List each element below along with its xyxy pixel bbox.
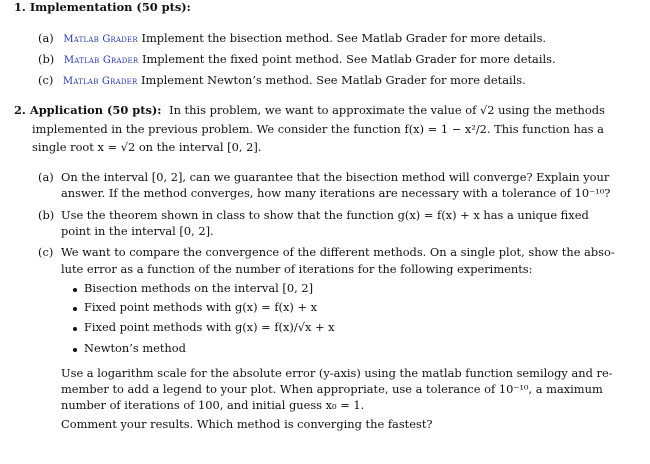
q1-item-a — [38, 31, 546, 47]
q2-intro-text-1: In this problem, we want to approximate the value of √2 using the methods — [169, 103, 605, 117]
q1-item-a-text: Implement the bisection method. See Matlab Grader for more details. — [141, 31, 547, 45]
q1-item-b-label: (b) — [38, 52, 55, 66]
q2b-line-2: point in the interval [0, 2]. — [61, 224, 214, 238]
q2c-tail-line-2: member to add a legend to your plot. When appropriate, use a tolerance of 10⁻¹⁰, a maximum — [61, 382, 603, 396]
q2b-line-1: Use the theorem shown in class to show that the function g(x) = f(x) + x has a unique fixed — [61, 208, 589, 222]
q2-intro-line-2: implemented in the previous problem. We consider the function f(x) = 1 − x²/2. This function has a — [32, 122, 604, 136]
q2c-tail-line-4: Comment your results. Which method is converging the fastest? — [61, 417, 433, 431]
q2c-tail-line-3: number of iterations of 100, and initial guess x₀ = 1. — [61, 398, 365, 412]
q2a-line-1: On the interval [0, 2], can we guarantee that the bisection method will converge? Explain your — [61, 170, 610, 184]
bullet-dot — [73, 327, 77, 331]
q2c-bullet-3: Fixed point methods with g(x) = f(x)/√x + x — [84, 320, 335, 334]
q2b-label: (b) — [38, 208, 55, 222]
q1-item-c-text: Implement Newton’s method. See Matlab Grader for more details. — [141, 73, 526, 87]
q2-title: 2. Application (50 pts): — [14, 103, 162, 117]
q1-item-c — [38, 73, 526, 89]
q2c-tail-line-1: Use a logarithm scale for the absolute error (y-axis) using the matlab function semilogy and re- — [61, 366, 613, 380]
q2c-label: (c) — [38, 245, 54, 259]
q2c-bullet-4: Newton’s method — [84, 341, 186, 355]
q2a-label: (a) — [38, 170, 54, 184]
q2c-line-1: We want to compare the convergence of the different methods. On a single plot, show the abso- — [61, 245, 615, 259]
q1-item-b-text: Implement the fixed point method. See Matlab Grader for more details. — [141, 52, 556, 66]
matlab-grader-tag: Matlab Grader — [62, 76, 138, 87]
matlab-grader-tag: Matlab Grader — [63, 55, 139, 66]
q2-intro-line-3: single root x = √2 on the interval [0, 2]. — [32, 140, 262, 154]
bullet-dot — [73, 288, 77, 292]
bullet-dot — [73, 348, 77, 352]
q2c-bullet-2: Fixed point methods with g(x) = f(x) + x — [84, 300, 318, 314]
q1-title: 1. Implementation (50 pts): — [14, 0, 191, 14]
q1-item-a-label: (a) — [38, 31, 54, 45]
q2c-bullet-1: Bisection methods on the interval [0, 2] — [84, 281, 314, 295]
bullet-dot — [73, 307, 77, 311]
matlab-grader-tag: Matlab Grader — [63, 34, 138, 45]
q1-item-c-label: (c) — [38, 73, 54, 87]
q2a-line-2: answer. If the method converges, how many iterations are necessary with a tolerance of 10⁻¹⁰? — [61, 186, 611, 200]
q2-intro-line-1 — [14, 103, 605, 117]
q1-item-b — [38, 52, 556, 68]
q2c-line-2: lute error as a function of the number of iterations for the following experiments: — [61, 262, 533, 276]
